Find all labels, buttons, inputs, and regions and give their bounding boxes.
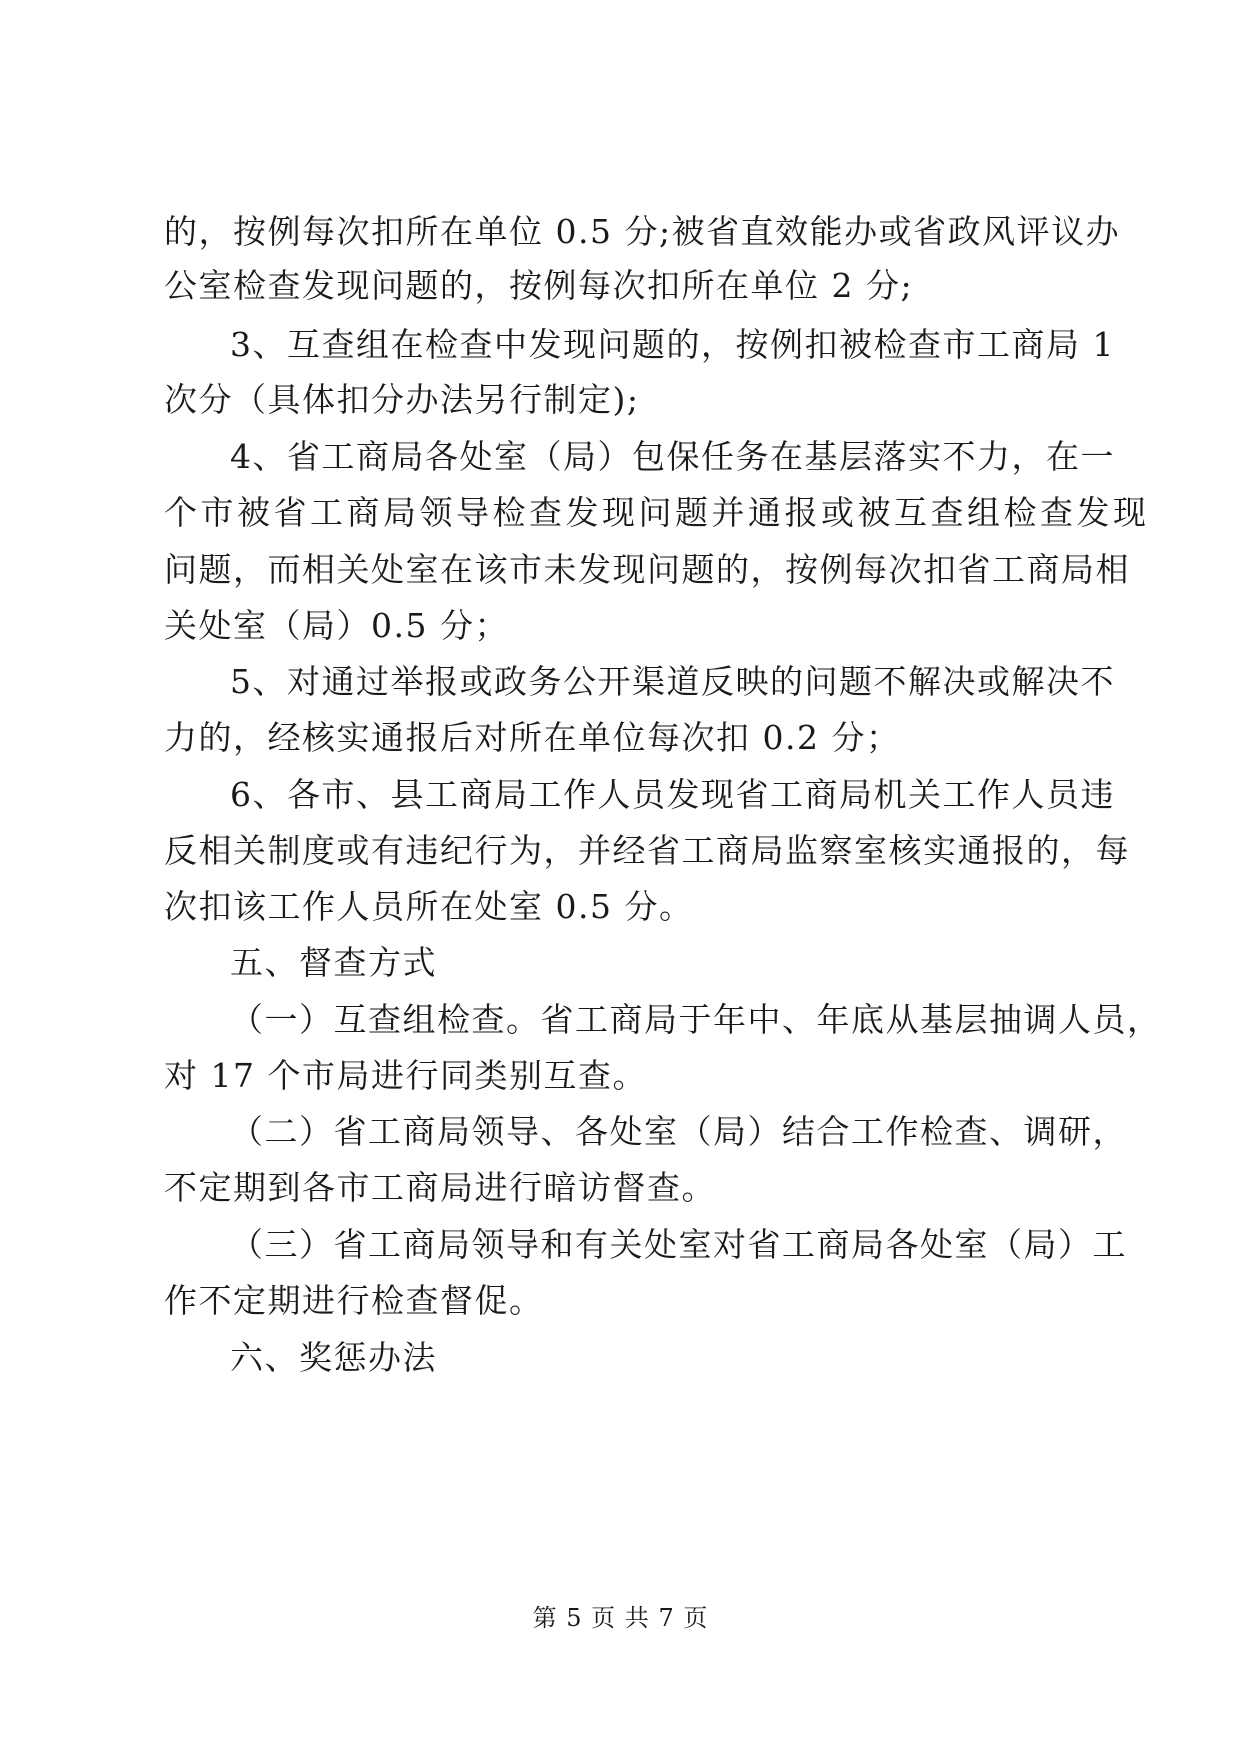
body-line-19: （三）省工商局领导和有关处室对省工商局各处室（局）工: [230, 1225, 1127, 1264]
body-line-5: 4、省工商局各处室（局）包保任务在基层落实不力，在一: [230, 437, 1115, 476]
body-line-12: 反相关制度或有违纪行为，并经省工商局监察室核实通报的，每: [164, 831, 1130, 870]
page-number-footer: 第 5 页 共 7 页: [532, 1604, 709, 1632]
body-line-15: （一）互查组检查。省工商局于年中、年底从基层抽调人员，: [230, 1000, 1162, 1039]
section-heading-supervision: 五、督查方式: [230, 943, 437, 982]
body-line-17: （二）省工商局领导、各处室（局）结合工作检查、调研，: [230, 1112, 1127, 1151]
body-line-4: 次分（具体扣分办法另行制定);: [164, 380, 640, 419]
body-line-6: 个市被省工商局领导检查发现问题并通报或被互查组检查发现: [164, 493, 1150, 532]
body-line-13: 次扣该工作人员所在处室 0.5 分。: [164, 887, 694, 926]
body-line-3: 3、互查组在检查中发现问题的，按例扣被检查市工商局 1: [230, 325, 1115, 364]
body-line-9: 5、对通过举报或政务公开渠道反映的问题不解决或解决不: [230, 662, 1115, 701]
body-line-1: 的，按例每次扣所在单位 0.5 分;被省直效能办或省政风评议办: [164, 212, 1121, 251]
body-line-10: 力的，经核实通报后对所在单位每次扣 0.2 分；: [164, 718, 901, 757]
body-line-11: 6、各市、县工商局工作人员发现省工商局机关工作人员违: [230, 775, 1115, 814]
body-line-8: 关处室（局）0.5 分；: [164, 606, 509, 645]
body-line-16: 对 17 个市局进行同类别互查。: [164, 1056, 647, 1095]
body-line-2: 公室检查发现问题的，按例每次扣所在单位 2 分;: [164, 266, 914, 305]
body-line-20: 作不定期进行检查督促。: [164, 1281, 544, 1320]
body-line-18: 不定期到各市工商局进行暗访督查。: [164, 1168, 716, 1207]
body-line-7: 问题，而相关处室在该市未发现问题的，按例每次扣省工商局相: [164, 550, 1130, 589]
section-heading-rewards: 六、奖惩办法: [230, 1338, 437, 1377]
